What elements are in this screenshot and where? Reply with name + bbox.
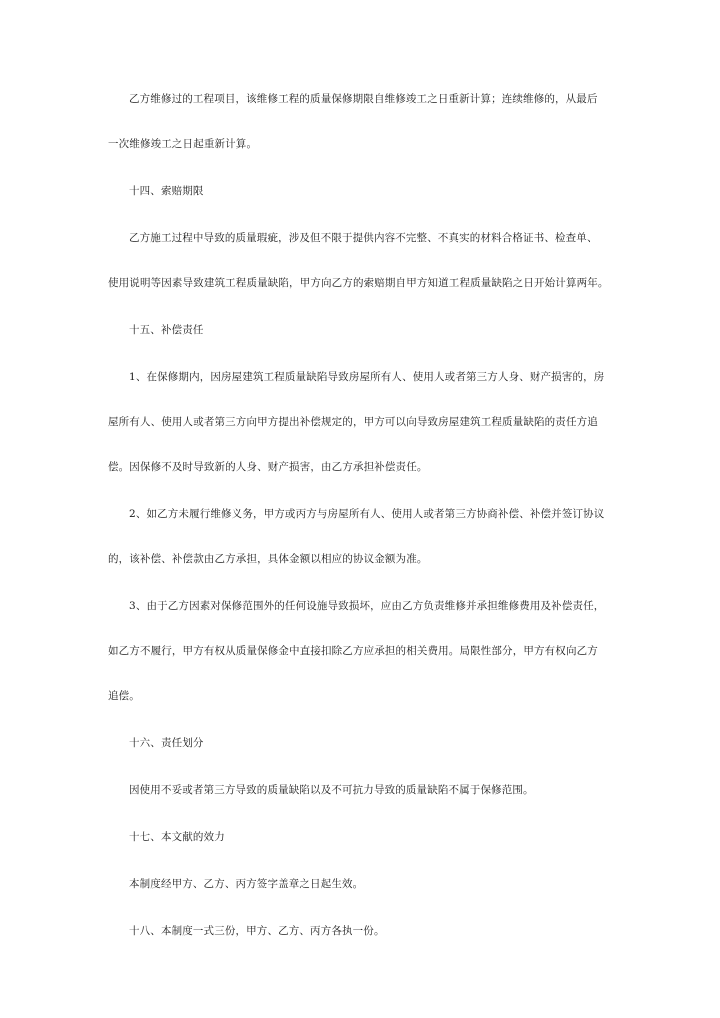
paragraph-line: 乙方施工过程中导致的质量瑕疵，涉及但不限于提供内容不完整、不真实的材料合格证书、检查单、 bbox=[129, 232, 598, 244]
paragraph-line: 3、由于乙方因素对保修范围外的任何设施导致损坏，应由乙方负责维修并承担维修费用及补偿责任， bbox=[129, 600, 605, 612]
paragraph-line: 如乙方不履行，甲方有权从质量保修金中直接扣除乙方应承担的相关费用。局限性部分，甲方有权向乙方 bbox=[108, 645, 598, 657]
paragraph-line: 追偿。 bbox=[108, 690, 140, 702]
paragraph-line: 使用说明等因素导致建筑工程质量缺陷，甲方向乙方的索赔期自甲方知道工程质量缺陷之日开始计算两年。 bbox=[108, 277, 609, 289]
paragraph-line: 的，该补偿、补偿款由乙方承担，具体金额以相应的协议金额为准。 bbox=[108, 553, 428, 565]
paragraph-line: 乙方维修过的工程项目，该维修工程的质量保修期限自维修竣工之日重新计算；连续维修的，从最后 bbox=[129, 93, 598, 105]
paragraph-line: 因使用不妥或者第三方导致的质量缺陷以及不可抗力导致的质量缺陷不属于保修范围。 bbox=[129, 784, 534, 796]
section-heading: 十八、本制度一式三份，甲方、乙方、丙方各执一份。 bbox=[129, 925, 385, 937]
paragraph-line: 1、在保修期内，因房屋建筑工程质量缺陷导致房屋所有人、使用人或者第三方人身、财产损害的，房 bbox=[129, 371, 605, 383]
section-heading: 十七、本文献的效力 bbox=[129, 831, 225, 843]
section-heading: 十六、责任划分 bbox=[129, 737, 204, 749]
paragraph-line: 一次维修竣工之日起重新计算。 bbox=[108, 138, 258, 150]
document-body bbox=[108, 92, 618, 938]
paragraph-line: 屋所有人、使用人或者第三方向甲方提出补偿规定的，甲方可以向导致房屋建筑工程质量缺陷的责任方追 bbox=[108, 416, 598, 428]
paragraph-line: 偿。因保修不及时导致新的人身、财产损害，由乙方承担补偿责任。 bbox=[108, 461, 428, 473]
section-heading: 十五、补偿责任 bbox=[129, 324, 204, 336]
paragraph-line: 本制度经甲方、乙方、丙方签字盖章之日起生效。 bbox=[129, 878, 364, 890]
paragraph-line: 2、如乙方未履行维修义务，甲方或丙方与房屋所有人、使用人或者第三方协商补偿、补偿并签订协议 bbox=[129, 508, 605, 520]
section-heading: 十四、索赔期限 bbox=[129, 185, 204, 197]
